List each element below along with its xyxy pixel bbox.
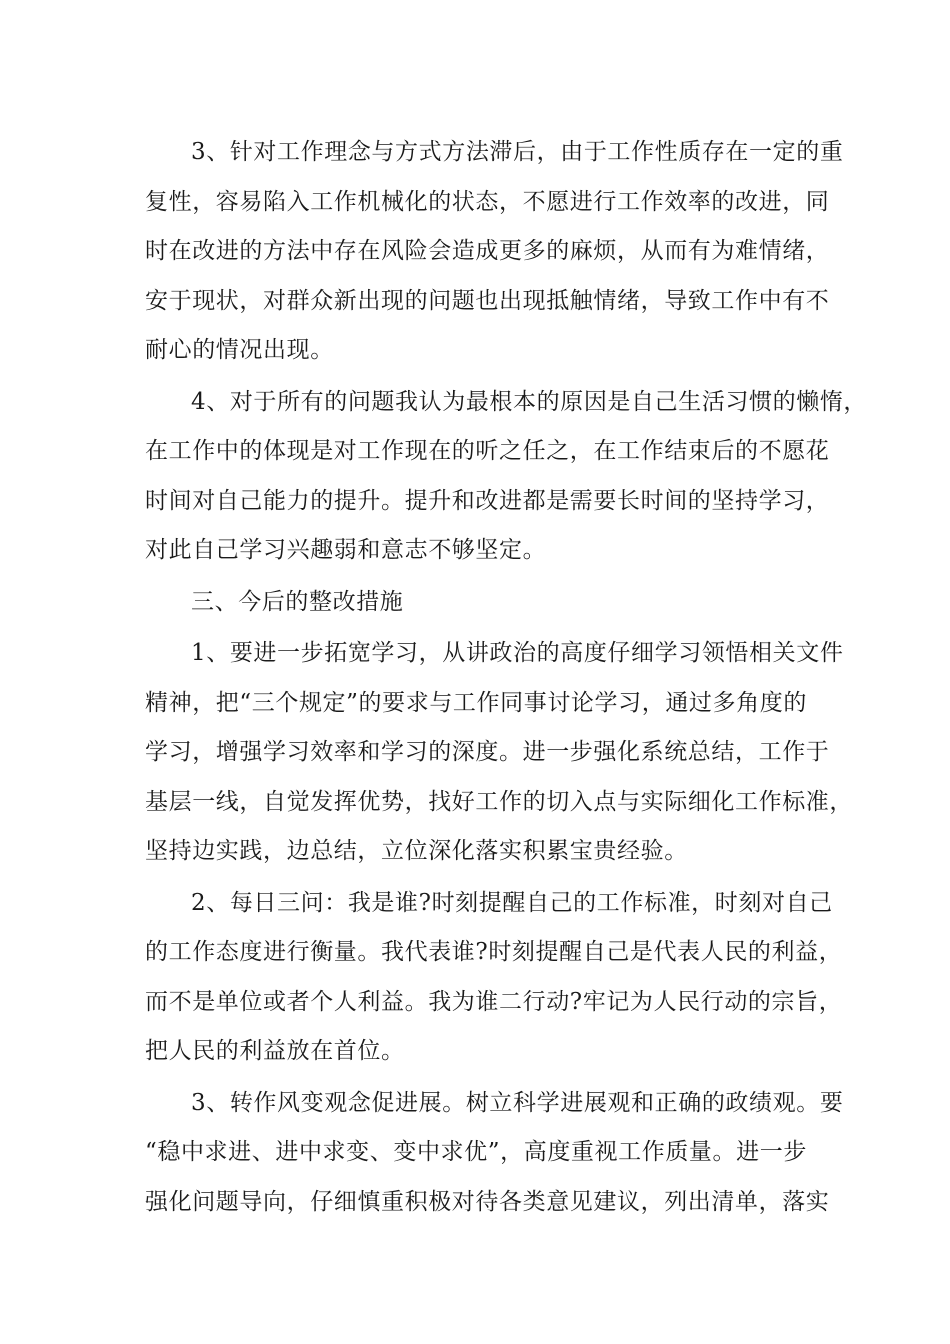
text-line: 安于现状，对群众新出现的问题也出现抵触情绪，导致工作中有不 (145, 287, 830, 314)
paragraph-measure-3 (145, 1079, 844, 1228)
text-line: 1、要进一步拓宽学习，从讲政治的高度仔细学习领悟相关文件 (191, 640, 844, 666)
paragraph-measure-2 (145, 879, 843, 1077)
paragraph-measure-1 (145, 629, 853, 877)
text-line: 而不是单位或者个人利益。我为谁二行动?牢记为人民行动的宗旨， (145, 988, 843, 1015)
text-line: 的工作态度进行衡量。我代表谁?时刻提醒自己是代表人民的利益， (145, 939, 843, 965)
paragraph-item-3-work-concept (145, 128, 844, 376)
text-line: 把人民的利益放在首位。 (145, 1038, 405, 1064)
text-line: “稳中求进、进中求变、变中求优”，高度重视工作质量。进一步 (145, 1139, 807, 1165)
section-heading (145, 578, 815, 628)
paragraph-item-4-root-cause (145, 378, 868, 576)
text-line: 4、对于所有的问题我认为最根本的原因是自己生活习惯的懒惰， (191, 388, 868, 415)
text-line: 对此自己学习兴趣弱和意志不够坚定。 (145, 537, 547, 563)
text-line: 基层一线，自觉发挥优势，找好工作的切入点与实际细化工作标准， (145, 788, 853, 815)
text-line: 时间对自己能力的提升。提升和改进都是需要长时间的坚持学习， (145, 487, 830, 514)
text-line: 3、针对工作理念与方式方法滞后，由于工作性质存在一定的重 (191, 139, 844, 165)
text-line: 耐心的情况出现。 (145, 337, 334, 363)
text-line: 在工作中的体现是对工作现在的听之任之，在工作结束后的不愿花 (145, 438, 830, 464)
text-line: 强化问题导向，仔细慎重积极对待各类意见建议，列出清单，落实 (145, 1188, 830, 1215)
section-heading-text: 三、今后的整改措施 (191, 588, 404, 615)
document-body (145, 128, 868, 1229)
text-line: 学习，增强学习效率和学习的深度。进一步强化系统总结，工作于 (145, 739, 830, 765)
text-line: 2、每日三问：我是谁?时刻提醒自己的工作标准，时刻对自己 (191, 889, 833, 916)
text-line: 复性，容易陷入工作机械化的状态，不愿进行工作效率的改进，同 (145, 188, 830, 215)
text-line: 时在改进的方法中存在风险会造成更多的麻烦，从而有为难情绪， (145, 238, 830, 264)
text-line: 坚持边实践，边总结，立位深化落实积累宝贵经验。 (145, 838, 688, 864)
text-line: 精神，把“三个规定”的要求与工作同事讨论学习，通过多角度的 (145, 689, 807, 716)
text-line: 3、转作风变观念促进展。树立科学进展观和正确的政绩观。要 (191, 1089, 844, 1116)
